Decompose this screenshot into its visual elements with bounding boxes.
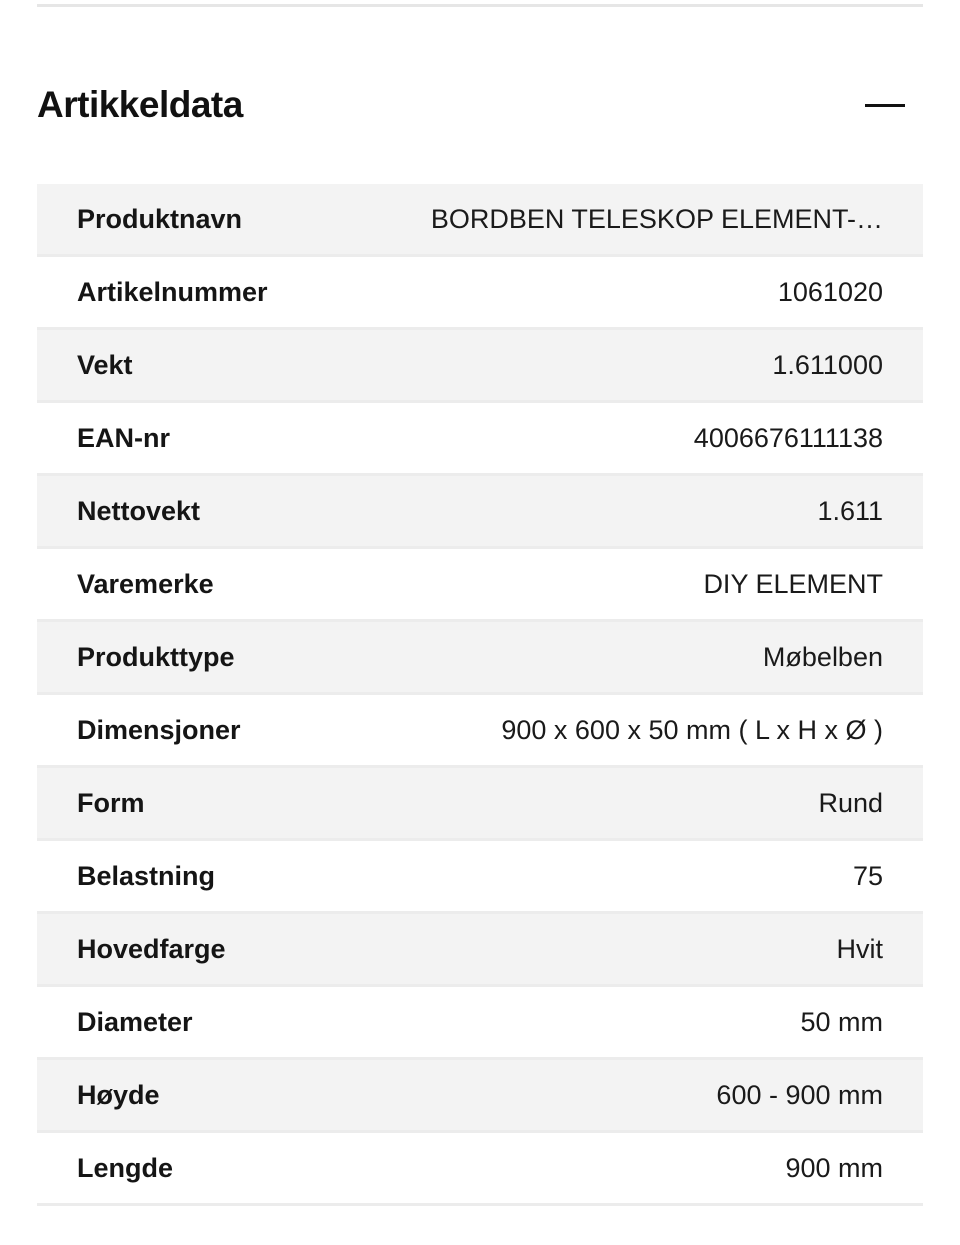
row-label: EAN-nr <box>77 422 170 453</box>
table-row <box>37 549 923 622</box>
row-label: Høyde <box>77 1079 160 1110</box>
row-label: Lengde <box>77 1152 174 1183</box>
table-row <box>37 330 923 403</box>
row-label: Produkttype <box>77 641 235 672</box>
table-row <box>37 257 923 330</box>
row-value: 1061020 <box>777 276 883 307</box>
row-value: Hvit <box>836 933 883 964</box>
artikkeldata-accordion-header[interactable] <box>37 70 923 140</box>
row-label: Belastning <box>77 860 216 891</box>
row-value: 4006676111138 <box>693 422 883 453</box>
row-value: BORDBEN TELESKOP ELEMENT-… <box>430 203 883 234</box>
row-label: Dimensjoner <box>77 714 241 745</box>
divider <box>37 4 923 7</box>
row-label: Artikelnummer <box>77 276 268 307</box>
row-label: Nettovekt <box>77 495 201 526</box>
row-value: 75 <box>852 860 883 891</box>
row-value: DIY ELEMENT <box>703 568 883 599</box>
row-value: 600 - 900 mm <box>716 1079 883 1110</box>
table-row <box>37 622 923 695</box>
table-row <box>37 1060 923 1133</box>
table-row <box>37 987 923 1060</box>
row-label: Form <box>77 787 145 818</box>
table-row <box>37 403 923 476</box>
row-value: 900 x 600 x 50 mm ( L x H x Ø ) <box>501 714 883 745</box>
row-value: 1.611000 <box>772 349 883 380</box>
row-label: Produktnavn <box>77 203 243 234</box>
table-row <box>37 184 923 257</box>
table-row <box>37 914 923 987</box>
table-row <box>37 695 923 768</box>
row-label: Diameter <box>77 1006 193 1037</box>
row-value: 900 mm <box>785 1152 883 1183</box>
section-title: Artikkeldata <box>37 84 243 125</box>
row-value: 50 mm <box>800 1006 883 1037</box>
table-row <box>37 1133 923 1206</box>
row-label: Hovedfarge <box>77 933 226 964</box>
minus-icon[interactable] <box>865 104 905 107</box>
row-label: Vekt <box>77 349 133 380</box>
row-label: Varemerke <box>77 568 214 599</box>
row-value: Rund <box>818 787 883 818</box>
spec-table <box>37 184 923 1206</box>
row-value: 1.611 <box>817 495 883 526</box>
table-row <box>37 768 923 841</box>
table-row <box>37 476 923 549</box>
row-value: Møbelben <box>762 641 883 672</box>
table-row <box>37 841 923 914</box>
